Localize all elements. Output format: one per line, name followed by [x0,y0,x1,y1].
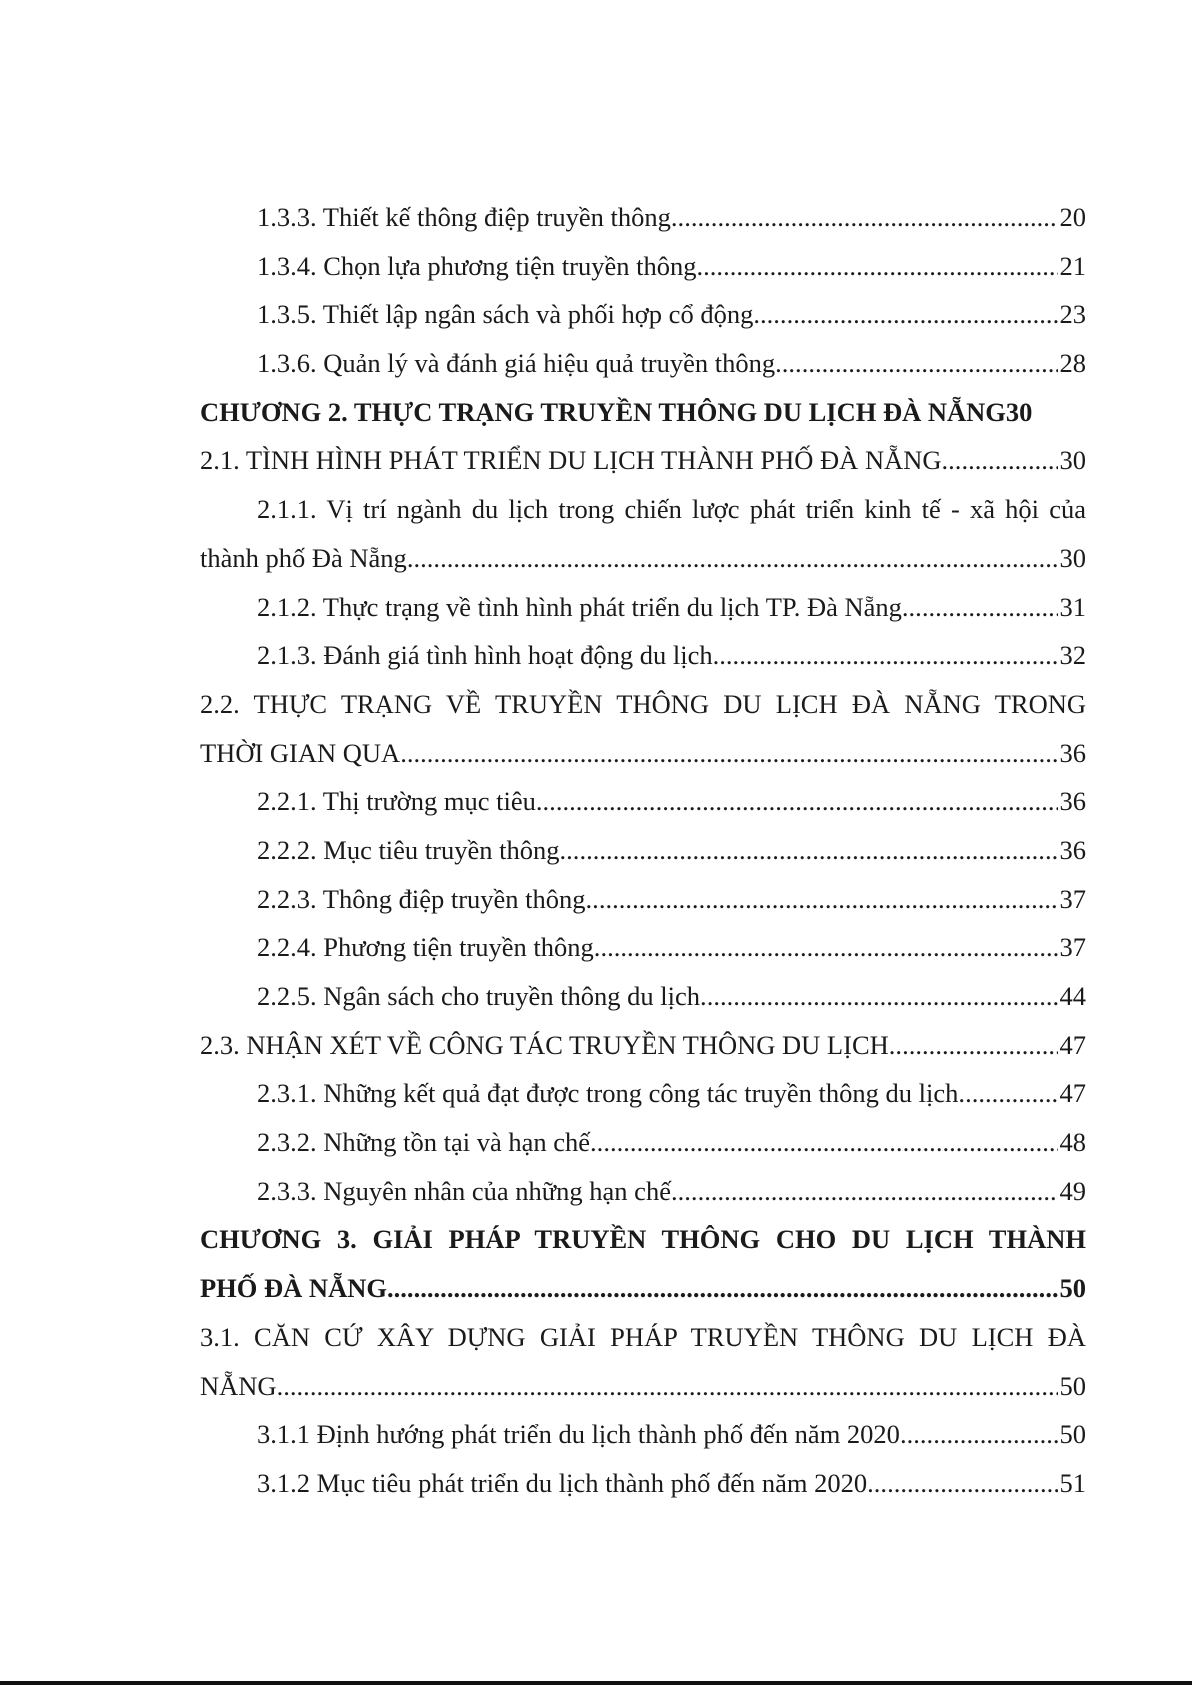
toc-entry-label: 3.1.2 Mục tiêu phát triển du lịch thành phố đến năm 2020 [257,1467,868,1498]
toc-entry-page: 23 [1059,299,1086,330]
toc-leader-dots [700,972,1057,1021]
toc-entry-label: 2.1.1. Vị trí ngành du lịch trong chiến lược phát triển kinh tế - xã hội của [257,494,1086,525]
toc-entry-page: 37 [1059,883,1086,914]
toc-entry[interactable] [200,339,1086,388]
toc-leader-dots [696,242,1057,291]
toc-entry-label: 2.2.1. Thị trường mục tiêu [257,786,536,817]
toc-entry-label: 1.3.4. Chọn lựa phương tiện truyền thông [257,250,697,281]
toc-entry-label: CHƯƠNG 3. GIẢI PHÁP TRUYỀN THÔNG CHO DU LỊCH THÀNH [200,1224,1086,1255]
toc-entry-page: 32 [1059,640,1086,671]
page-bottom-border [0,1681,1192,1685]
toc-entry[interactable] [200,436,1086,485]
toc-entry-page: 50 [1059,1273,1086,1304]
toc-chapter-heading[interactable] [200,1215,1086,1264]
toc-chapter-heading[interactable] [200,388,1086,437]
toc-leader-dots [594,923,1058,972]
toc-entry-label: 3.1.1 Định hướng phát triển du lịch thành phố đến năm 2020 [257,1419,900,1450]
toc-entry-page: 44 [1059,981,1086,1011]
toc-entry-page: 20 [1059,202,1086,232]
toc-entry-page: 37 [1059,932,1086,963]
toc-leader-dots [590,1118,1057,1167]
toc-entry-label: 2.1. TÌNH HÌNH PHÁT TRIỂN DU LỊCH THÀNH PHỐ ĐÀ NẴNG [200,445,942,476]
toc-entry-label: 1.3.5. Thiết lập ngân sách và phối hợp cổ động [257,299,754,330]
toc-entry-label: 1.3.6. Quản lý và đánh giá hiệu quả truyền thông [257,348,776,379]
toc-entry[interactable] [200,1021,1086,1070]
toc-entry-continuation[interactable] [200,534,1086,583]
toc-entry-label: NẴNG [200,1370,277,1401]
toc-leader-dots [400,729,1057,778]
toc-leader-dots [958,1069,1057,1118]
toc-leader-dots [902,583,1058,632]
toc-entry-label: CHƯƠNG 2. THỰC TRẠNG TRUYỀN THÔNG DU LỊCH ĐÀ NẴNG30 [200,396,1033,427]
toc-entry[interactable] [200,631,1086,680]
toc-entry[interactable] [200,485,1086,534]
toc-entry-page: 50 [1059,1419,1086,1450]
toc-entry[interactable] [200,777,1086,826]
toc-leader-dots [867,1459,1057,1508]
toc-entry-page: 21 [1059,250,1086,281]
toc-leader-dots [775,339,1057,388]
toc-entry-page: 28 [1059,348,1086,379]
toc-entry[interactable] [200,680,1086,729]
toc-leader-dots [586,875,1058,924]
toc-entry-label: 2.1.3. Đánh giá tình hình hoạt động du lịch [257,640,713,671]
toc-entry-page: 36 [1059,737,1086,768]
toc-entry-label: 2.1.2. Thực trạng về tình hình phát triển du lịch TP. Đà Nẵng [257,591,902,622]
toc-entry-page: 47 [1059,1029,1086,1060]
toc-leader-dots [671,193,1058,242]
toc-entry-continuation[interactable] [200,729,1086,778]
toc-entry[interactable] [200,583,1086,632]
toc-entry-page: 47 [1059,1078,1086,1109]
toc-leader-dots [536,777,1058,826]
toc-entry-label: 2.2.4. Phương tiện truyền thông [257,932,594,963]
toc-leader-dots [942,436,1058,485]
toc-leader-dots [671,1167,1058,1216]
toc-entry-label: 2.3.3. Nguyên nhân của những hạn chế [257,1175,671,1206]
toc-entry-page: 36 [1059,834,1086,865]
toc-entry-label: 2.2. THỰC TRẠNG VỀ TRUYỀN THÔNG DU LỊCH ĐÀ NẴNG TRONG [200,688,1086,719]
toc-entry[interactable] [200,923,1086,972]
toc-entry-page: 30 [1059,542,1086,573]
toc-entry-label: PHỐ ĐÀ NẴNG [200,1273,387,1304]
toc-leader-dots [560,826,1058,875]
toc-leader-dots [387,1264,1058,1313]
toc-entry[interactable] [200,1167,1086,1216]
toc-entry[interactable] [200,972,1086,1021]
toc-entry[interactable] [200,875,1086,924]
toc-entry-page: 51 [1059,1467,1086,1498]
toc-entry-label: 2.3.2. Những tồn tại và hạn chế [257,1127,591,1158]
toc-leader-dots [277,1362,1058,1411]
toc-entry-label: 2.2.5. Ngân sách cho truyền thông du lịch [257,981,701,1011]
toc-entry-label: 2.2.3. Thông điệp truyền thông [257,883,586,914]
toc-leader-dots [900,1410,1058,1459]
toc-entry-page: 30 [1059,445,1086,476]
toc-leader-dots [889,1021,1058,1070]
toc-entry-label: THỜI GIAN QUA [200,737,401,768]
toc-entry[interactable] [200,193,1086,242]
toc-entry-page: 50 [1059,1370,1086,1401]
toc-entry[interactable] [200,290,1086,339]
toc-entry[interactable] [200,242,1086,291]
table-of-contents [200,193,1086,1508]
toc-chapter-heading-continuation[interactable] [200,1264,1086,1313]
toc-entry-page: 31 [1059,591,1086,622]
toc-entry-page: 49 [1059,1175,1086,1206]
toc-entry-label: 2.3.1. Những kết quả đạt được trong công tác truyền thông du lịch [257,1078,959,1109]
toc-entry-label: 2.3. NHẬN XÉT VỀ CÔNG TÁC TRUYỀN THÔNG DU LỊCH [200,1029,889,1060]
toc-entry-page: 48 [1059,1127,1086,1158]
toc-entry[interactable] [200,1118,1086,1167]
toc-entry-label: thành phố Đà Nẵng [200,542,407,573]
toc-entry[interactable] [200,1069,1086,1118]
toc-entry-label: 1.3.3. Thiết kế thông điệp truyền thông [257,202,671,232]
toc-entry[interactable] [200,1410,1086,1459]
toc-entry[interactable] [200,826,1086,875]
toc-entry-label: 2.2.2. Mục tiêu truyền thông [257,834,560,865]
toc-leader-dots [713,631,1058,680]
toc-entry-page: 36 [1059,786,1086,817]
toc-leader-dots [407,534,1058,583]
toc-entry-continuation[interactable] [200,1362,1086,1411]
toc-entry[interactable] [200,1313,1086,1362]
toc-entry-label: 3.1. CĂN CỨ XÂY DỰNG GIẢI PHÁP TRUYỀN THÔNG DU LỊCH ĐÀ [200,1321,1086,1352]
toc-entry[interactable] [200,1459,1086,1508]
toc-leader-dots [753,290,1057,339]
